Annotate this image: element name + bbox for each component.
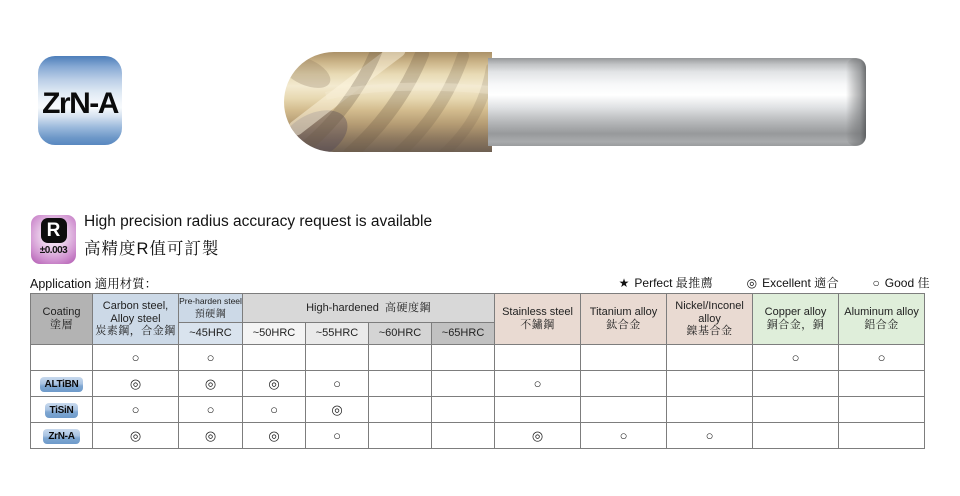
table-row bbox=[31, 345, 925, 371]
rating-cell bbox=[839, 423, 925, 449]
rating-cell: ○ bbox=[495, 371, 581, 397]
col-header-60hrc: ~60HRC bbox=[369, 323, 432, 345]
rating-cell bbox=[753, 371, 839, 397]
no-coating-cell bbox=[31, 345, 93, 371]
rating-cell bbox=[581, 371, 667, 397]
rating-cell bbox=[839, 371, 925, 397]
table-row bbox=[31, 423, 925, 449]
radius-accuracy-icon bbox=[31, 215, 76, 264]
col-header-copper-alloy: Copper alloy 銅合金，銅 bbox=[753, 294, 839, 345]
double-circle-icon: ◎ bbox=[746, 276, 758, 290]
rating-cell bbox=[369, 397, 432, 423]
col-header-preharden-steel: Pre-harden steel 預硬鋼 bbox=[179, 294, 243, 323]
rating-cell bbox=[839, 397, 925, 423]
circle-icon: ○ bbox=[872, 276, 880, 290]
col-header-50hrc: ~50HRC bbox=[243, 323, 306, 345]
table-row bbox=[31, 371, 925, 397]
rating-cell bbox=[495, 397, 581, 423]
rating-cell: ○ bbox=[306, 423, 369, 449]
rating-cell: ○ bbox=[179, 345, 243, 371]
rating-cell bbox=[667, 345, 753, 371]
rating-cell bbox=[432, 423, 495, 449]
rating-cell bbox=[243, 345, 306, 371]
rating-cell bbox=[369, 371, 432, 397]
legend-item-perfect: ★ Perfect 最推薦 bbox=[618, 276, 714, 290]
rating-cell: ○ bbox=[839, 345, 925, 371]
rating-cell bbox=[432, 345, 495, 371]
coating-series-label: ZrN-A bbox=[42, 86, 118, 120]
table-body bbox=[31, 345, 925, 449]
flute-section bbox=[276, 50, 492, 158]
r-letter: R bbox=[46, 220, 61, 241]
rating-cell: ◎ bbox=[243, 423, 306, 449]
rating-legend bbox=[619, 274, 930, 291]
rating-cell: ◎ bbox=[243, 371, 306, 397]
feature-text bbox=[84, 213, 432, 259]
col-header-nickel-inconel-alloy: Nickel/Inconel alloy 鎳基合金 bbox=[667, 294, 753, 345]
rating-cell: ◎ bbox=[179, 423, 243, 449]
coating-badge: ZrN-A bbox=[43, 429, 79, 444]
col-header-titanium-alloy: Titanium alloy 鈦合金 bbox=[581, 294, 667, 345]
rating-cell: ◎ bbox=[306, 397, 369, 423]
col-header-coating: Coating 塗層 bbox=[31, 294, 93, 345]
r-letter-icon bbox=[41, 218, 67, 243]
coating-badge: ALTiBN bbox=[40, 377, 84, 392]
coating-cell bbox=[31, 397, 93, 423]
radius-tolerance-value: ±0.003 bbox=[39, 245, 68, 256]
rating-cell: ◎ bbox=[93, 423, 179, 449]
rating-cell: ○ bbox=[243, 397, 306, 423]
coating-series-badge bbox=[38, 56, 122, 145]
col-header-high-hardened: High-hardened 高硬度鋼 bbox=[243, 294, 495, 323]
col-header-carbon-steel: Carbon steel, Alloy steel 炭素鋼，合金鋼 bbox=[93, 294, 179, 345]
rating-cell: ○ bbox=[581, 423, 667, 449]
star-icon: ★ bbox=[618, 276, 630, 290]
legend-item-excellent: ◎ Excellent 適合 bbox=[746, 276, 840, 290]
rating-cell bbox=[369, 345, 432, 371]
rating-cell bbox=[753, 423, 839, 449]
coating-badge: TiSiN bbox=[45, 403, 79, 418]
rating-cell: ○ bbox=[93, 345, 179, 371]
shank-section bbox=[488, 58, 866, 146]
col-header-55hrc: ~55HRC bbox=[306, 323, 369, 345]
col-header-45hrc: ~45HRC bbox=[179, 323, 243, 345]
rating-cell: ◎ bbox=[93, 371, 179, 397]
rating-cell bbox=[667, 371, 753, 397]
rating-cell: ◎ bbox=[495, 423, 581, 449]
coating-cell bbox=[31, 423, 93, 449]
col-header-stainless-steel: Stainless steel 不鏽鋼 bbox=[495, 294, 581, 345]
rating-cell bbox=[369, 423, 432, 449]
rating-cell bbox=[432, 397, 495, 423]
rating-cell bbox=[667, 397, 753, 423]
rating-cell bbox=[306, 345, 369, 371]
table-row bbox=[31, 397, 925, 423]
rating-cell bbox=[581, 397, 667, 423]
rating-cell: ○ bbox=[179, 397, 243, 423]
coating-cell bbox=[31, 371, 93, 397]
feature-title-zh: 高精度R值可訂製 bbox=[84, 240, 220, 258]
col-header-65hrc: ~65HRC bbox=[432, 323, 495, 345]
feature-title-en: High precision radius accuracy request is available bbox=[84, 213, 433, 230]
rating-cell bbox=[753, 397, 839, 423]
rating-cell: ○ bbox=[667, 423, 753, 449]
legend-item-good: ○ Good 佳 bbox=[872, 276, 930, 290]
application-section-title: Application 適用材質： bbox=[30, 277, 158, 291]
rating-cell: ○ bbox=[93, 397, 179, 423]
application-table bbox=[30, 293, 925, 449]
rating-cell bbox=[495, 345, 581, 371]
end-mill-image bbox=[276, 46, 868, 158]
col-header-aluminum-alloy: Aluminum alloy 鋁合金 bbox=[839, 294, 925, 345]
rating-cell bbox=[581, 345, 667, 371]
rating-cell: ○ bbox=[306, 371, 369, 397]
rating-cell bbox=[432, 371, 495, 397]
rating-cell: ◎ bbox=[179, 371, 243, 397]
rating-cell: ○ bbox=[753, 345, 839, 371]
